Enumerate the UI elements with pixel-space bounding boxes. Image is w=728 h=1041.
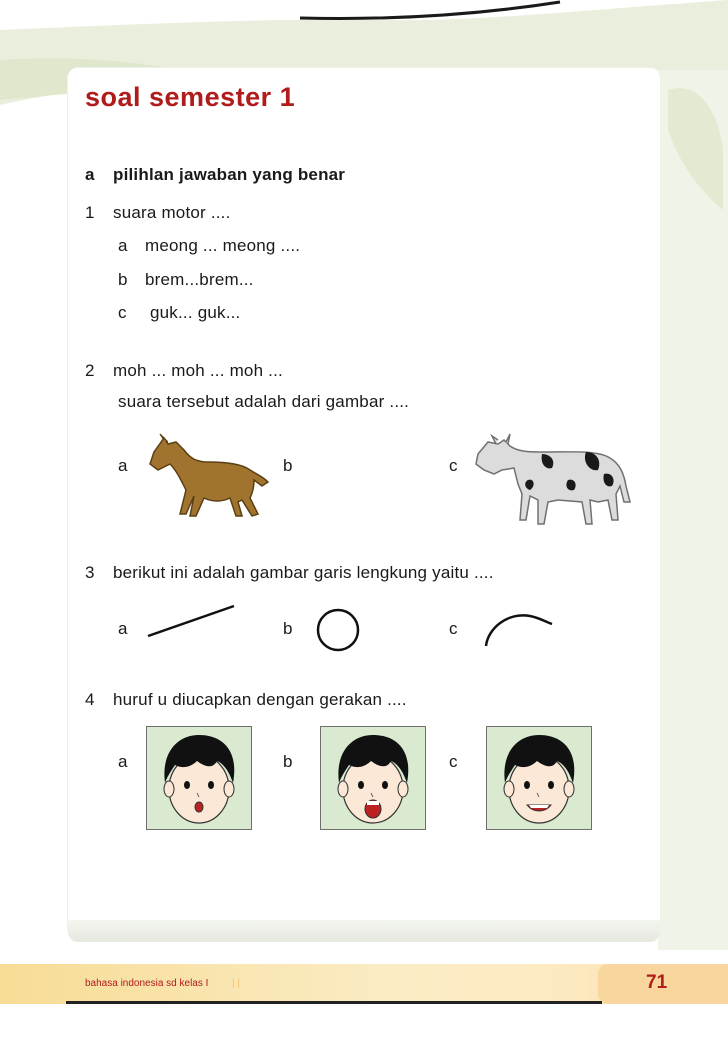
section-instruction: pilihlan jawaban yang benar xyxy=(113,165,346,184)
q4-option-a: a xyxy=(118,752,128,771)
q1-option-letter: c xyxy=(118,303,127,322)
footer-book-title: bahasa indonesia sd kelas I xyxy=(85,978,209,989)
straight-line-image xyxy=(144,600,240,642)
curved-line-image xyxy=(478,608,558,650)
q1-number: 1 xyxy=(85,203,95,222)
page-number: 71 xyxy=(646,972,668,993)
q3-option-a: a xyxy=(118,619,128,638)
footer-separator: | | xyxy=(232,978,240,989)
face-image-c xyxy=(486,726,592,830)
face-image-a xyxy=(146,726,252,830)
q4-text: huruf u diucapkan dengan gerakan .... xyxy=(113,690,407,709)
footer-rule xyxy=(66,1001,602,1004)
q2-option-a: a xyxy=(118,456,128,475)
page-title: soal semester 1 xyxy=(85,82,296,112)
q2-subtext: suara tersebut adalah dari gambar .... xyxy=(118,392,410,411)
q3-option-b: b xyxy=(283,619,293,638)
section-letter: a xyxy=(85,165,95,184)
q3-text: berikut ini adalah gambar garis lengkung yaitu .... xyxy=(113,563,494,582)
cow-image xyxy=(474,430,634,534)
q2-number: 2 xyxy=(85,361,95,380)
q1-option-text: meong ... meong .... xyxy=(145,236,301,255)
q4-option-b: b xyxy=(283,752,293,771)
q2-option-c: c xyxy=(449,456,458,475)
q1-option-text: guk... guk... xyxy=(150,303,241,322)
face-image-b xyxy=(320,726,426,830)
q2-text: moh ... moh ... moh ... xyxy=(113,361,283,380)
q1-option-letter: a xyxy=(118,236,128,255)
q3-number: 3 xyxy=(85,563,95,582)
q2-option-b: b xyxy=(283,456,293,475)
q1-option-letter: b xyxy=(118,270,128,289)
circle-line-image xyxy=(312,606,364,654)
card-bottom-band xyxy=(68,920,660,942)
q1-option-text: brem...brem... xyxy=(145,270,254,289)
q4-option-c: c xyxy=(449,752,458,771)
q1-text: suara motor .... xyxy=(113,203,231,222)
horse-image xyxy=(146,432,272,518)
q3-option-c: c xyxy=(449,619,458,638)
q4-number: 4 xyxy=(85,690,95,709)
side-decoration xyxy=(658,70,728,950)
